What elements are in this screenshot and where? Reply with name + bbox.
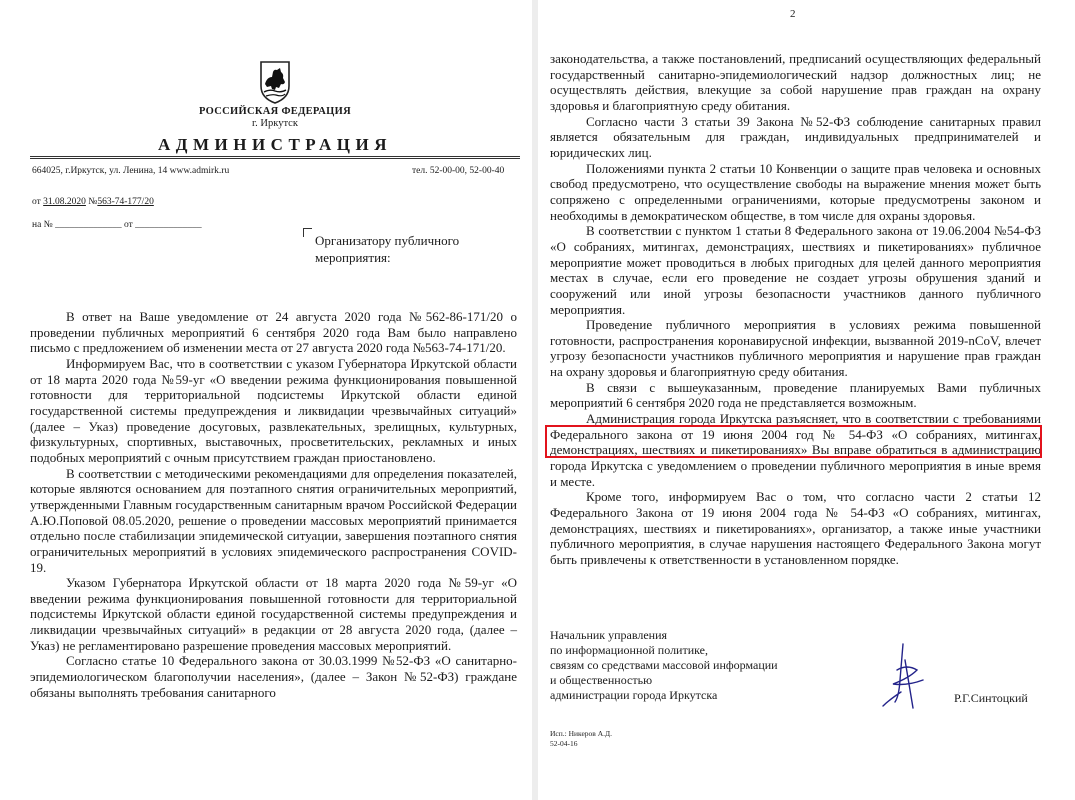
body-paragraph: Согласно части 3 статьи 39 Закона №52-ФЗ соблюдение санитарных правил является обязательным для граждан, индивидуальных предпринимателей и юридических лиц. — [550, 113, 1041, 160]
body-paragraph: Кроме того, информируем Вас о том, что согласно части 2 статьи 12 Федерального Закона от 19 июня 2004 года № 54-ФЗ «О собраниях, митингах, демонстрациях, шествиях и пикетированиях», организатор, а также иные участники публичного мероприятия, в случае нарушения настоящего Федерального Закона могут быть привлечены к ответственности в установленном порядке. — [550, 489, 1041, 567]
highlighted-paragraph: В связи с вышеуказанным, проведение планируемых Вами публичных мероприятий 6 сентября 2020 года не представляется возможным. — [550, 379, 1041, 411]
header-rule — [30, 156, 520, 157]
header-rule-second — [30, 158, 520, 159]
executor-phone: 52-04-16 — [550, 739, 578, 748]
executor-name: Исп.: Никеров А.Д. — [550, 729, 613, 738]
continued-paragraph: законодательства, а также постановлений, предписаний осуществляющих федеральный государственный санитарно-эпидемиологический надзор должностных лиц; не осуществлять действия, влекущие за собой нарушение прав граждан на охрану здоровья и благоприятную среду обитания. — [550, 51, 1041, 113]
registration-line — [32, 197, 154, 207]
letter-number: 563-74-177/20 — [97, 197, 154, 207]
letter-page-1 — [0, 0, 532, 800]
body-paragraph: Проведение публичного мероприятия в условиях режима повышенной готовности, распространения коронавирусной инфекции, вызванной 2019-nCoV, влечет угрозу безопасности участников публичного мероприятия и нарушение прав граждан на охрану здоровья и благоприятную среду обитания. — [550, 317, 1041, 380]
letter-body-page-2 — [550, 51, 1041, 568]
highlight-box — [545, 425, 1042, 458]
issuer-address: 664025, г.Иркутск, ул. Ленина, 14 www.admirk.ru — [32, 166, 230, 176]
handwritten-signature — [873, 640, 933, 710]
city-name: г. Иркутск — [252, 118, 298, 129]
letter-body-page-1 — [30, 309, 517, 700]
body-paragraph: В ответ на Ваше уведомление от 24 августа 2020 года №562-86-171/20 о проведении публичных мероприятий 6 сентября 2020 года Вам было направлено письмо с предложением об изменении места от 27 августа 2020 года №563-74-171/20. — [30, 309, 517, 356]
body-paragraph: Информируем Вас, что в соответствии с указом Губернатора Иркутской области от 18 марта 2020 года №59-уг «О введении режима функционирования повышенной готовности для территориальной подсистемы Иркутской области единой государственной системы предупреждения и ликвидации чрезвычайных ситуаций» (далее – Указ) проведение досуговых, развлекательных, зрелищных, культурных, физкультурных, спортивных, выставочных, просветительских, рекламных и иных подобных мероприятий с очным присутствием граждан приостановлено. — [30, 355, 517, 465]
position-line: администрации города Иркутска — [550, 688, 718, 702]
number-label: № — [88, 197, 98, 207]
irkutsk-coat-of-arms-icon — [258, 60, 292, 104]
position-line: по информационной политике, — [550, 643, 709, 657]
position-line: Начальник управления — [550, 628, 668, 642]
position-line: связям со средствами массовой информации — [550, 658, 778, 672]
addressee-line: мероприятия: — [315, 250, 391, 265]
date-label: от — [32, 197, 41, 207]
body-paragraph: Согласно статье 10 Федерального закона от 30.03.1999 №52-ФЗ «О санитарно-эпидемиологическом благополучии населения», (далее – Закон №52-ФЗ) граждане обязаны выполнять требования санитарного — [30, 653, 517, 700]
signer-name: Р.Г.Синтоцкий — [954, 691, 1028, 705]
issuer-title: АДМИНИСТРАЦИЯ — [157, 135, 392, 154]
reference-line: на № ______________ от ______________ — [32, 220, 202, 230]
issuer-phone: тел. 52-00-00, 52-00-40 — [412, 166, 505, 176]
letter-page-2 — [538, 0, 1075, 800]
signatory-position — [550, 628, 778, 703]
addressee-corner-mark — [303, 228, 312, 237]
body-paragraph: Указом Губернатора Иркутской области от 18 марта 2020 года №59-уг «О введении режима функционирования повышенной готовности для территориальной подсистемы Иркутской области единой государственной системы предупреждения и ликвидации чрезвычайных ситуаций» в редакции от 28 августа 2020 года, (далее – Указ) не регламентировано разрешение проведения массовых мероприятий. — [30, 575, 517, 653]
body-paragraph: Администрация города Иркутска разъясняет, что в соответствии с требованиями Федерального закона от 19 июня 2004 год № 54-ФЗ «О собраниях, митингах, демонстрациях, шествиях и пикетированиях» Вы вправе обратиться в администрацию города Иркутска с уведомлением о проведении публичного мероприятия в иные время и месте. — [550, 411, 1041, 489]
addressee — [315, 232, 515, 266]
executor-info — [550, 729, 612, 749]
page-number: 2 — [790, 8, 796, 20]
addressee-line: Организатору публичного — [315, 233, 460, 248]
body-paragraph: В соответствии с методическими рекомендациями для определения показателей, которые являются основанием для поэтапного снятия ограничительных мероприятий, утвержденными Главным государственным санитарным врачом Российской Федерации А.Ю.Поповой 08.05.2020, решение о проведении массовых мероприятий принимается отдельно после стабилизации эпидемической ситуации, завершения поэтапного снятия ограничительных мероприятий в условиях эпидемического распространения COVID-19. — [30, 465, 517, 575]
letter-date: 31.08.2020 — [43, 197, 86, 207]
federation-name: РОССИЙСКАЯ ФЕДЕРАЦИЯ — [199, 106, 351, 117]
body-paragraph: Положениями пункта 2 статьи 10 Конвенции о защите прав человека и основных свобод предусмотрено, что осуществление свободы на выражение мнения может быть сопряжено с определенными ограничениями, которые предусмотрены законом и необходимы в демократическом обществе, в том числе для охраны здоровья. — [550, 160, 1041, 223]
position-line: и общественностью — [550, 673, 653, 687]
body-paragraph: В соответствии с пунктом 1 статьи 8 Федерального закона от 19.06.2004 №54-ФЗ «О собраниях, митингах, демонстрациях, шествиях и пикетированиях» публичное мероприятие может проводиться в любых пригодных для целей данного мероприятия местах в случае, если его проведение не создает угрозы обрушения зданий и сооружений или иной угрозы безопасности участников данного публичного мероприятия. — [550, 223, 1041, 317]
